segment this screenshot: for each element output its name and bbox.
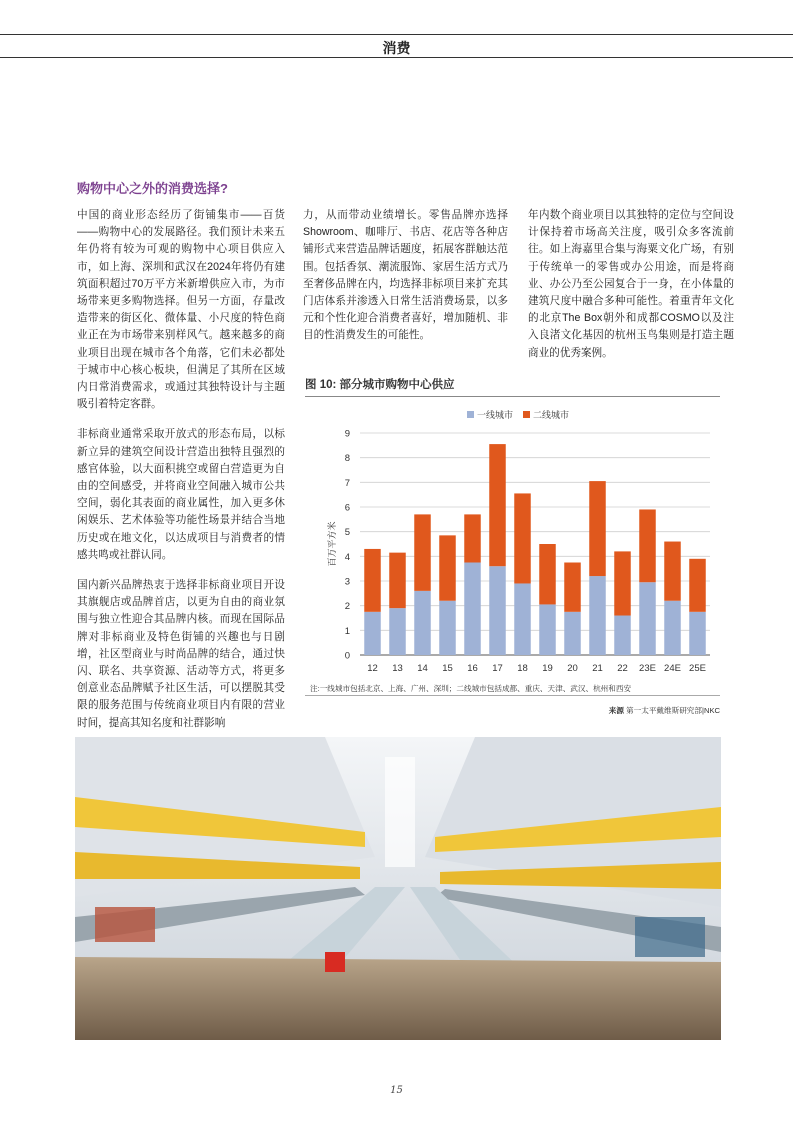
y-tick-label: 7 (344, 477, 350, 489)
bar-segment (364, 549, 381, 612)
figure-source (609, 705, 720, 716)
bar-segment (639, 582, 656, 655)
paragraph-2: 非标商业通常采取开放式的形态布局，以标新立异的建筑空间设计营造出独特且强烈的感官体验，以大面积挑空或留白营造更为自由的空间感受，并将商业空间融入城市公共空间，弱化其表面的商业属性，加入更多休闲娱乐、艺术体验等功能性场景并结合当地历史或在地文化，以达成项目与消费者的情感共鸣或社群认同。 (77, 428, 285, 561)
page-number: 15 (390, 1085, 403, 1096)
legend-swatch (523, 411, 530, 418)
x-tick-label: 14 (417, 663, 428, 674)
bar-segment (539, 544, 556, 604)
x-tick-label: 24E (664, 663, 681, 674)
y-tick-label: 1 (344, 625, 350, 637)
x-tick-label: 16 (467, 663, 478, 674)
bar-segment (414, 514, 431, 590)
bar-segment (389, 553, 406, 609)
x-tick-label: 23E (639, 663, 656, 674)
bar-segment (489, 444, 506, 566)
x-tick-label: 21 (592, 663, 603, 674)
paragraph-5: 年内数个商业项目以其独特的定位与空间设计保持着市场高关注度，吸引众多客流前往。如上海嘉里合集与海粟文化广场，有别于传统单一的零售或办公用途，而是将商业、办公乃至公园复合于一身，在小体量的建筑尺度中融合多种可能性。着重青年文化的北京The Box朝外和成都COSMO以及注入良渚文化基因的杭州玉鸟集则是打造主题商业的优秀案例。 (528, 209, 734, 359)
bar-segment (389, 608, 406, 655)
bar-segment (614, 616, 631, 655)
y-tick-label: 6 (344, 502, 350, 514)
x-tick-label: 19 (542, 663, 553, 674)
bar-segment (489, 566, 506, 655)
legend-swatch (467, 411, 474, 418)
stacked-bar-chart (305, 397, 720, 677)
x-tick-label: 22 (617, 663, 628, 674)
source-text: 第一太平戴维斯研究部|NKC (626, 706, 720, 715)
y-tick-label: 0 (344, 650, 350, 662)
figure-note: 注:一线城市包括北京、上海、广州、深圳；二线城市包括成都、重庆、天津、武汉、杭州和西安 (310, 684, 632, 693)
paragraph-4: 力，从而带动业绩增长。零售品牌亦选择Showroom、咖啡厅、书店、花店等各种店铺形式来营造品牌话题度，拓展客群触达范围。包括香氛、潮流服饰、家居生活方式乃至奢侈品牌在内，均选择非标项目来扩充其门店体系并渗透入日常生活消费场景，以多元和个性化迎合消费者喜好，增加随机、非目的性消费发生的可能性。 (303, 209, 508, 342)
header-rule-bottom (0, 57, 793, 58)
article-heading: 购物中心之外的消费选择? (77, 181, 228, 196)
y-tick-label: 3 (344, 576, 350, 588)
bar-segment (439, 601, 456, 655)
bar-segment (514, 583, 531, 655)
header-rule-top (0, 34, 793, 35)
source-label: 来源 (608, 706, 624, 715)
bar-segment (589, 576, 606, 655)
mall-atrium-illustration (75, 737, 721, 1040)
column-3 (528, 207, 734, 375)
y-tick-label: 4 (344, 551, 350, 563)
bar-segment (689, 559, 706, 612)
bar-segment (589, 481, 606, 576)
bar-segment (514, 493, 531, 583)
paragraph-1: 中国的商业形态经历了街铺集市——百货——购物中心的发展路径。我们预计未来五年仍将有较为可观的购物中心项目供应入市，如上海、深圳和武汉在2024年将仍有建筑面积超过70万平方米新增供应入市，为市场带来更多购物选择。但另一方面，存量改造带来的街区化、微体量、小尺度的特色商业正在为市场带来别样风气。越来越多的商业项目出现在城市各个角落，它们未必都处于城市中心核心板块，但满足了其所在区域内日常消费需求，或通过其独特设计与主题吸引着特定客群。 (77, 209, 285, 411)
bar-segment (564, 612, 581, 655)
column-2 (303, 207, 508, 358)
y-tick-label: 8 (344, 453, 350, 465)
x-tick-label: 13 (392, 663, 403, 674)
y-tick-label: 2 (344, 601, 350, 613)
bar-segment (464, 563, 481, 656)
figure-chart (305, 396, 720, 696)
x-tick-label: 12 (367, 663, 378, 674)
x-tick-label: 25E (689, 663, 706, 674)
legend-label: 二线城市 (533, 411, 570, 421)
y-tick-label: 5 (344, 527, 350, 539)
x-tick-label: 15 (442, 663, 453, 674)
x-tick-label: 17 (492, 663, 503, 674)
y-tick-label: 9 (344, 428, 350, 440)
bar-segment (439, 535, 456, 600)
section-label: 消费 (382, 40, 411, 56)
bar-segment (464, 514, 481, 562)
y-axis-label: 百万平方米 (328, 521, 338, 567)
bar-segment (564, 563, 581, 612)
figure-title: 图 10: 部分城市购物中心供应 (305, 379, 455, 391)
mall-interior-photo (75, 737, 721, 1040)
bar-segment (664, 601, 681, 655)
legend-label: 一线城市 (477, 411, 514, 421)
x-tick-label: 20 (567, 663, 578, 674)
column-1 (77, 207, 285, 745)
x-tick-label: 18 (517, 663, 528, 674)
bar-segment (414, 591, 431, 655)
bar-segment (539, 604, 556, 655)
bar-segment (614, 551, 631, 615)
bar-segment (689, 612, 706, 655)
bar-segment (664, 542, 681, 601)
bar-segment (364, 612, 381, 655)
bar-segment (639, 509, 656, 582)
paragraph-3: 国内新兴品牌热衷于选择非标商业项目开设其旗舰店或品牌首店，以更为自由的商业氛围与独立性迎合其品牌内核。而现在国际品牌对非标商业及特色街铺的兴趣也与日剧增，社区型商业与时尚品牌的结合，通过快闪、联名、共享资源、活动等方式，将更多创意业态品牌赋予社区生活，可以摆脱其受限的服务范围与传统商业项目内有限的营业时间，提高其知名度和社群影响 (77, 579, 285, 729)
